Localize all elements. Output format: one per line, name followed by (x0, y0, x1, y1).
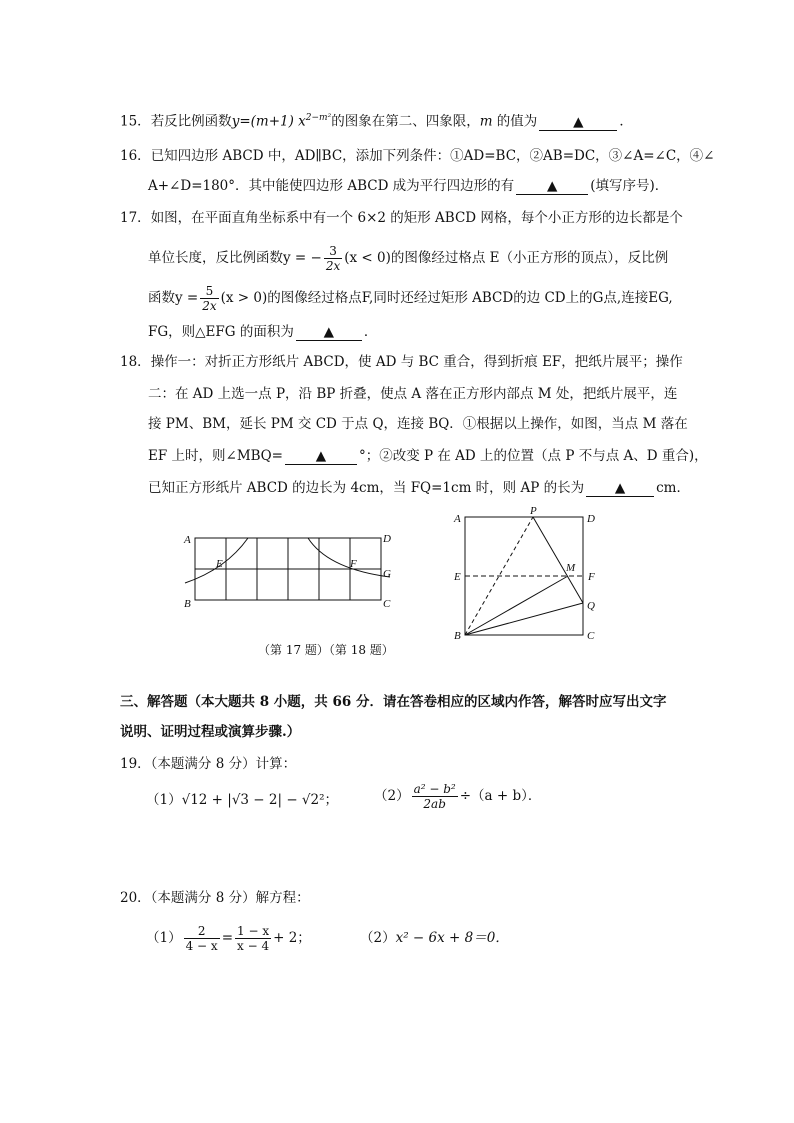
answer-blank: ▲ (296, 324, 362, 341)
fraction: $\frac{5}{2x}$ (202, 284, 217, 313)
label-A: A (184, 534, 191, 546)
fraction: $\frac{3}{2x}$ (325, 244, 341, 273)
question-20-title: 20．（本题满分 8 分）解方程： (120, 890, 310, 906)
segment-PQ (533, 517, 583, 603)
segment-BQ (465, 603, 583, 635)
label-F: F (588, 571, 595, 583)
question-18-line5: 已知正方形纸片 ABCD 的边长为 4cm，当 FQ=1cm 时，则 AP 的长为 ▲ cm． (148, 480, 690, 496)
question-16-line2: A+∠D=180°．其中能使四边形 ABCD 成为平行四边形的有 ▲ (填写序号)． (148, 178, 669, 194)
question-19-part1: （1）√12 + |√3 − 2| − √2²； (146, 792, 339, 808)
label-D: D (383, 533, 391, 545)
question-20-part2: （2）x² − 6x + 8＝0． (360, 930, 509, 946)
question-17-line2: 单位长度，反比例函数y = − $\frac{3}{2x}$ (x < 0)的图像经过格点 E（小正方形的顶点），反比例 (148, 244, 669, 273)
section-3-heading-line2: 说明、证明过程或演算步骤.） (120, 724, 301, 740)
label-E: E (454, 571, 461, 583)
label-B: B (184, 598, 191, 610)
label-F: F (350, 558, 357, 570)
label-P: P (530, 505, 537, 517)
fraction: $\frac{2}{4 - x}$ (185, 924, 218, 953)
curve-right (308, 538, 390, 577)
label-A: A (454, 513, 461, 525)
question-19-title: 19．（本题满分 8 分）计算： (120, 756, 297, 772)
segment-BM (465, 576, 568, 635)
answer-blank: ▲ (285, 448, 357, 465)
question-18-line2: 二：在 AD 上选一点 P，沿 BP 折叠，使点 A 落在正方形内部点 M 处，把纸片展平，连 (148, 386, 678, 402)
q15-number: 15． (120, 113, 151, 130)
question-18-line4: EF 上时，则∠MBQ= ▲ °；②改变 P 在 AD 上的位置（点 P 不与点 A、D 重合)， (148, 448, 708, 464)
fraction: $\frac{\text{a² − b²}}{2ab}$ (413, 782, 456, 811)
answer-blank: ▲ (516, 178, 588, 195)
label-Q: Q (587, 600, 595, 612)
section-3-heading: 三、解答题（本大题共 8 小题，共 66 分．请在答卷相应的区域内作答，解答时应写出文字 (120, 694, 667, 710)
figure-caption: （第 17 题）（第 18 题） (258, 643, 394, 657)
question-17-line4: FG，则△EFG 的面积为 ▲ ． (148, 324, 378, 340)
question-15: 15．若反比例函数y=(m+1) $x^{2-m^2}$的图象在第二、四象限，m 的值为 ▲ ． (120, 113, 633, 130)
answer-blank: ▲ (539, 114, 617, 131)
label-D: D (587, 513, 595, 525)
fraction: $\frac{1 - x}{x - 4}$ (237, 924, 270, 953)
answer-blank: ▲ (586, 480, 654, 497)
question-17-line3: 函数y = $\frac{5}{2x}$ (x > 0)的图像经过格点F,同时还经过矩形 ABCD的边 CD上的G点,连接EG, (148, 284, 673, 313)
figure-18 (450, 505, 610, 645)
label-C: C (587, 630, 595, 642)
question-20-part1: （1） $\frac{2}{4 - x}$ = $\frac{1 - x}{x - 4}$ + 2； (146, 924, 311, 953)
figure-17 (178, 525, 398, 615)
question-16: 16．已知四边形 ABCD 中，AD∥BC，添加下列条件：①AD=BC，②AB=DC，③∠A=∠C，④∠ (120, 148, 715, 164)
question-18: 18．操作一：对折正方形纸片 ABCD，使 AD 与 BC 重合，得到折痕 EF，把纸片展平；操作 (120, 354, 683, 370)
question-19-part2: （2） $\frac{\text{a² − b²}}{2ab}$ ÷（a + b）． (374, 782, 542, 811)
question-18-line3: 接 PM、BM，延长 PM 交 CD 于点 Q，连接 BQ．①根据以上操作，如图，当点 M 落在 (148, 416, 688, 432)
label-M: M (566, 562, 576, 574)
label-G: G (383, 568, 391, 580)
label-B: B (454, 630, 461, 642)
label-E: E (216, 558, 223, 570)
label-C: C (383, 598, 391, 610)
question-17: 17．如图，在平面直角坐标系中有一个 6×2 的矩形 ABCD 网格，每个小正方形的边长都是个 (120, 210, 683, 226)
